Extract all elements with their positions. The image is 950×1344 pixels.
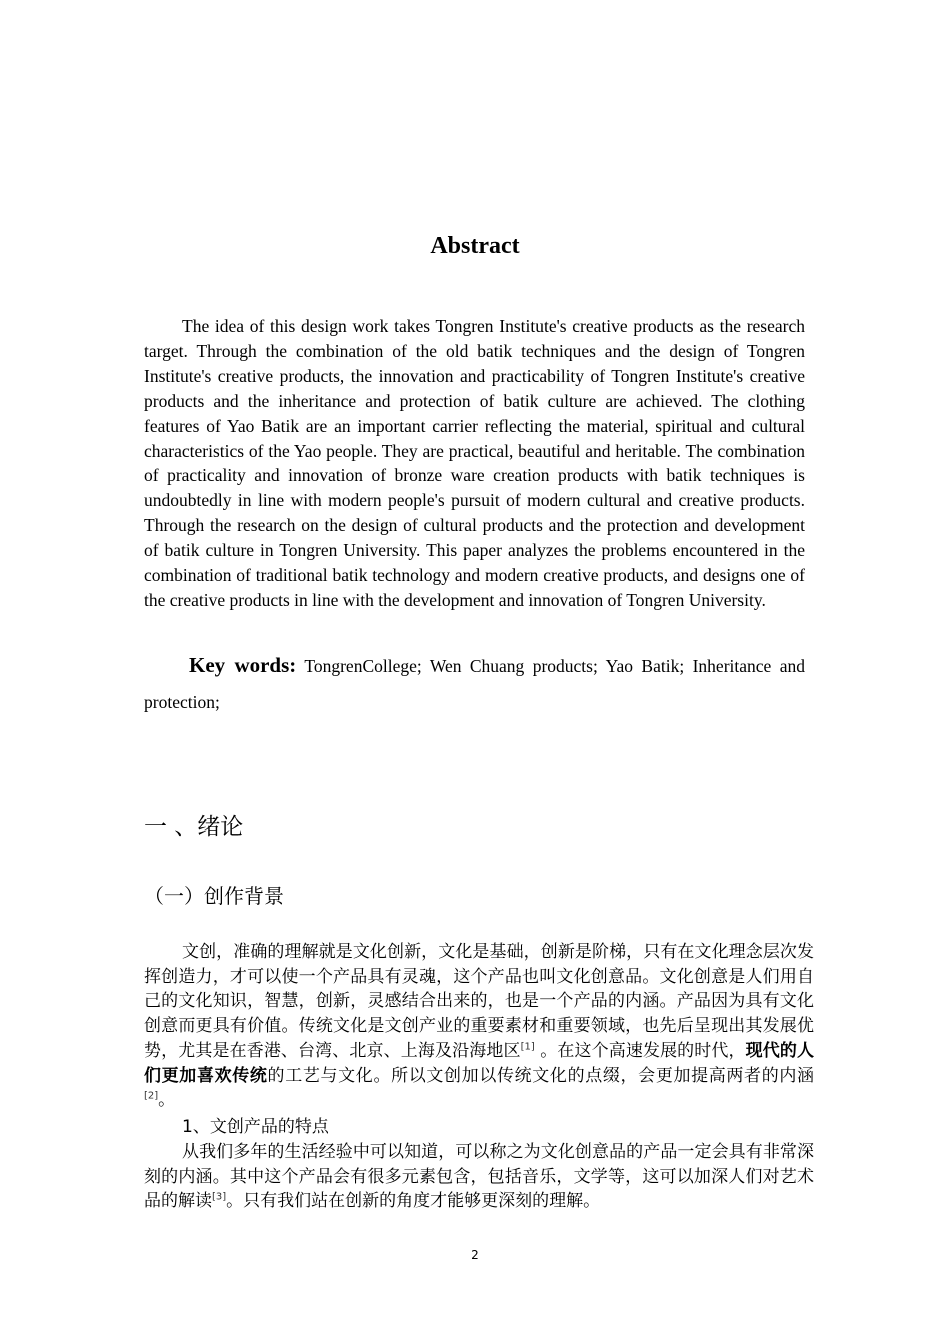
abstract-title: Abstract [430, 233, 520, 259]
keywords-line [144, 647, 805, 720]
para1-text-b: 。在这个高速发展的时代， [534, 1040, 746, 1061]
para1-text-c: 的工艺与文化。所以文创加以传统文化的点缀，会更加提高两者的内涵 [267, 1065, 815, 1086]
para1-bold-text: 现代的人们更加喜欢传统 [144, 1040, 815, 1086]
background-paragraph [144, 940, 814, 1113]
para2-text-b: 。只有我们站在创新的角度才能够更深刻的理解。 [226, 1191, 601, 1212]
para2-text-a: 从我们多年的生活经验中可以知道，可以称之为文化创意品的产品一定会具有非常深刻的内涵。其中这个产品会有很多元素包含，包括音乐，文学等，这可以加深人们对艺术品的解读 [144, 1142, 814, 1212]
citation-1: [1] [520, 1041, 535, 1053]
section-heading: 一 、绪论 [144, 814, 244, 840]
keywords-label: Key words: [189, 653, 297, 677]
item-heading: 1、文创产品的特点 [182, 1117, 329, 1137]
citation-2: [2] [144, 1090, 159, 1102]
features-paragraph [144, 1140, 814, 1214]
para1-text-a: 文创，准确的理解就是文化创新，文化是基础，创新是阶梯，只有在文化理念层次发挥创造力，才可以使一个产品具有灵魂，这个产品也叫文化创意品。文化创意是人们用自己的文化知识，智慧，创新，灵感结合出来的，也是一个产品的内涵。产品因为具有文化创意而更具有价值。传统文化是文创产业的重要素材和重要领域，也先后呈现出其发展优势，尤其是在香港、台湾、北京、上海及沿海地区 [144, 942, 814, 1061]
para1-text-d: 。 [158, 1090, 176, 1111]
subsection-heading: （一）创作背景 [144, 884, 284, 908]
keywords-text: TongrenCollege; Wen Chuang products; Yao Batik; Inheritance and protection; [144, 656, 805, 712]
page-number: 2 [471, 1248, 479, 1262]
citation-3: [3] [212, 1191, 227, 1203]
abstract-body: The idea of this design work takes Tongren Institute's creative products as the research target. Through the combination of the old batik techniques and the design of Tongren Institute's creative products, the innovation and practicability of Tongren Institute's creative products and the inheritance and protection of batik culture are achieved. The clothing features of Yao Batik are an important carrier reflecting the material, spiritual and cultural characteristics of the Yao people. They are practical, beautiful and heritable. The combination of practicality and innovation of bronze ware creation products with batik techniques is undoubtedly in line with modern people's pursuit of modern cultural and creative products. Through the research on the design of cultural products and the protection and development of batik culture in Tongren University. This paper analyzes the problems encountered in the combination of traditional batik technology and modern creative products, and designs one of the creative products in line with the development and innovation of Tongren University. [144, 316, 805, 610]
